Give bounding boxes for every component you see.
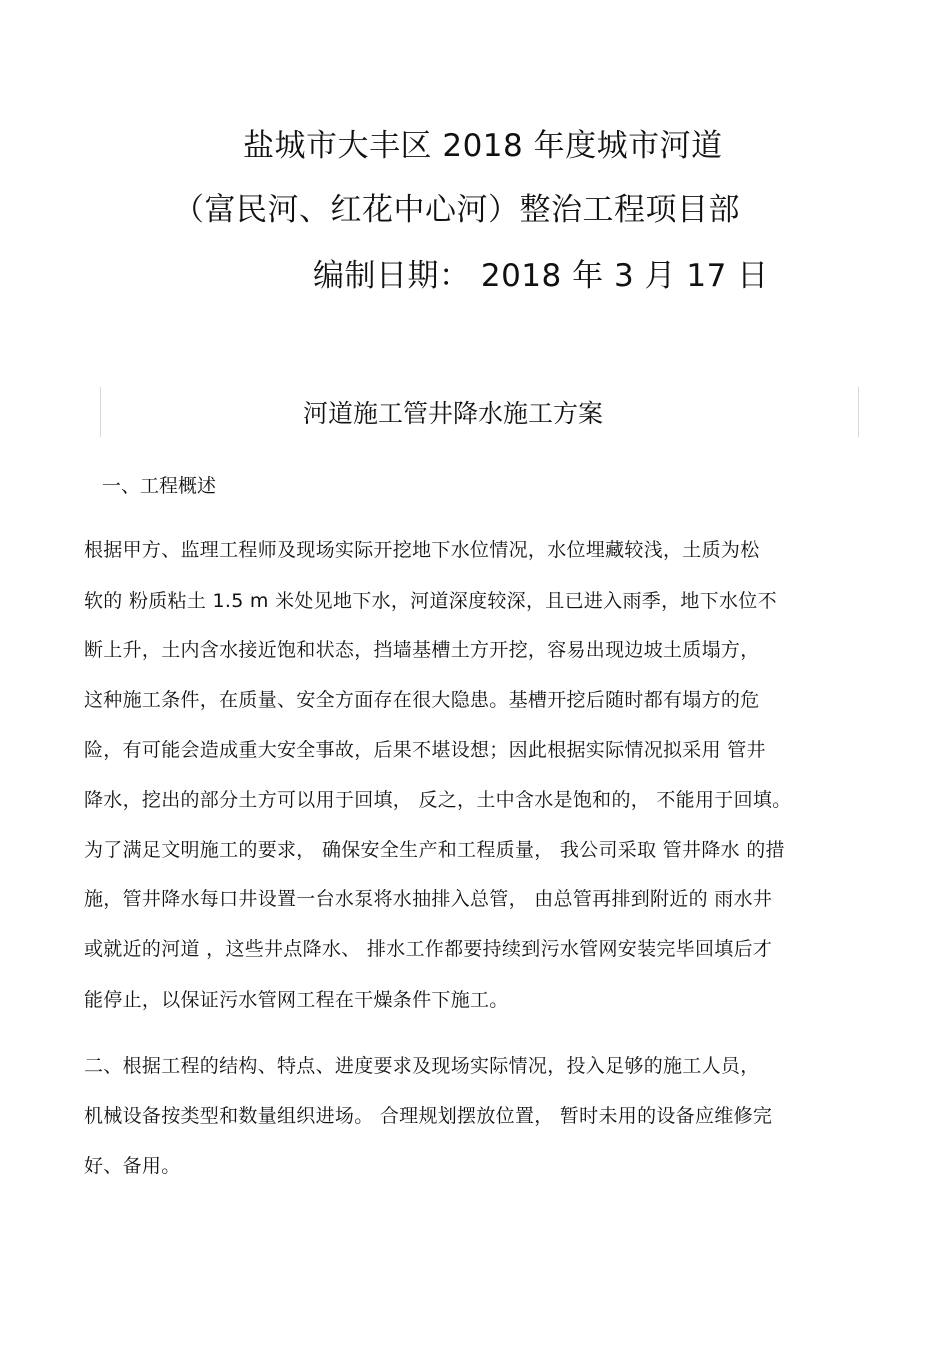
paragraph-line: 降水，挖出的部分土方可以用于回填， 反之，土中含水是饱和的， 不能用于回填。 [84, 789, 792, 811]
paragraph-line: 能停止，以保证污水管网工程在干燥条件下施工。 [84, 989, 509, 1011]
title-line-1: 盐城市大丰区 2018 年度城市河道 [243, 128, 723, 164]
paragraph-line: 这种施工条件，在质量、安全方面存在很大隐患。基槽开挖后随时都有塌方的危 [84, 689, 760, 711]
paragraph-line: 为了满足文明施工的要求， 确保安全生产和工程质量， 我公司采取 管井降水 的措 [84, 839, 785, 861]
paragraph-line: 好、备用。 [84, 1155, 181, 1177]
section-1-heading: 一、工程概述 [102, 475, 217, 497]
paragraph-line: 软的 粉质粘土 1.5 m 米处见地下水，河道深度较深，且已进入雨季，地下水位不 [84, 590, 777, 612]
compile-date: 编制日期： 2018 年 3 月 17 日 [313, 258, 769, 294]
paragraph-line: 机械设备按类型和数量组织进场。 合理规划摆放位置， 暂时未用的设备应维修完 [84, 1105, 773, 1127]
right-divider [858, 387, 859, 437]
section-title: 河道施工管井降水施工方案 [303, 399, 604, 428]
paragraph-line: 险，有可能会造成重大安全事故，后果不堪设想；因此根据实际情况拟采用 管井 [84, 739, 766, 761]
left-divider [100, 387, 101, 437]
title-line-2: （富民河、红花中心河）整治工程项目部 [173, 192, 740, 228]
paragraph-line: 二、根据工程的结构、特点、进度要求及现场实际情况，投入足够的施工人员， [84, 1055, 760, 1077]
paragraph-line: 施，管井降水每口井设置一台水泵将水抽排入总管， 由总管再排到附近的 雨水井 [84, 888, 773, 910]
paragraph-line: 或就近的河道 ，这些井点降水、 排水工作都要持续到污水管网安装完毕回填后才 [84, 938, 773, 960]
paragraph-line: 根据甲方、监理工程师及现场实际开挖地下水位情况，水位埋藏较浅，土质为松 [84, 539, 760, 561]
paragraph-line: 断上升，土内含水接近饱和状态，挡墙基槽土方开挖，容易出现边坡土质塌方， [84, 639, 760, 661]
